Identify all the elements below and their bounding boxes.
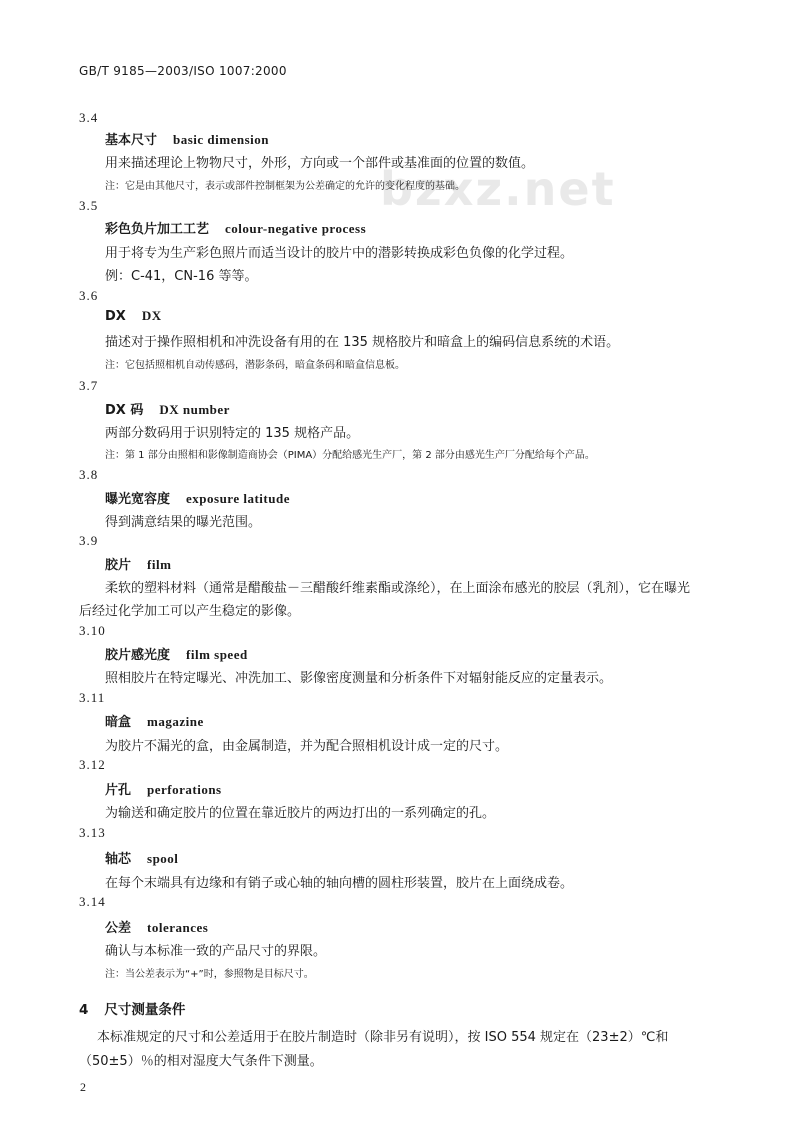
term-name-en: DX number [159,402,230,417]
section-heading [79,998,185,1018]
term-name [105,644,248,663]
term-name-zh: DX [105,309,126,324]
section-paragraph-line: （50±5）％的相对湿度大气条件下测量。 [79,1054,323,1069]
term-name-en: perforations [147,782,222,797]
page-number: 2 [80,1080,86,1094]
term-definition: 描述对于操作照相机和冲洗设备有用的在 135 规格胶片和暗盒上的编码信息系统的术语。 [105,335,620,350]
term-definition: 在每个末端具有边缘和有销子或心轴的轴向槽的圆柱形装置，胶片在上面绕成卷。 [105,876,574,891]
term-note: 注：当公差表示为“+”时，参照物是目标尺寸。 [105,969,314,980]
term-definition-line: 柔软的塑料材料（通常是醋酸盐－三醋酸纤维素酯或涤纶），在上面涂布感光的胶层（乳剂），它在曝光 [105,581,691,596]
term-name-en: film speed [186,647,248,662]
term-name-zh: 片孔 [105,783,132,798]
term-name-zh: 公差 [105,921,132,936]
term-name-zh: 暗盒 [105,715,132,730]
term-name-en: film [147,557,172,572]
term-number: 3.8 [79,467,99,482]
term-name-en: DX [141,308,162,323]
term-note: 注：它包括照相机自动传感码，潜影条码，暗盒条码和暗盒信息板。 [105,360,405,371]
term-name [105,848,178,867]
term-name-zh: DX 码 [105,403,144,418]
term-definition: 确认与本标准一致的产品尺寸的界限。 [105,944,327,959]
term-name-zh: 彩色负片加工工艺 [105,222,210,237]
term-name-en: colour-negative process [225,221,367,236]
term-definition: 照相胶片在特定曝光、冲洗加工、影像密度测量和分析条件下对辐射能反应的定量表示。 [105,671,613,686]
term-definition: 为胶片不漏光的盒，由金属制造，并为配合照相机设计成一定的尺寸。 [105,739,509,754]
term-name [105,218,366,237]
term-name-zh: 胶片感光度 [105,648,171,663]
term-name [105,488,290,507]
term-number: 3.12 [79,757,106,772]
term-note: 注：第 1 部分由照相和影像制造商协会（PIMA）分配给感光生产厂，第 2 部分由感光生产厂分配给每个产品。 [105,450,595,461]
term-name [105,917,208,936]
term-name [105,779,222,798]
term-definition: 得到满意结果的曝光范围。 [105,515,262,530]
term-definition: 为输送和确定胶片的位置在靠近胶片的两边打出的一系列确定的孔。 [105,806,496,821]
term-name [105,711,204,730]
term-name-zh: 基本尺寸 [105,133,158,148]
term-definition: 用于将专为生产彩色照片而适当设计的胶片中的潜影转换成彩色负像的化学过程。 [105,246,574,261]
term-definition-line: 后经过化学加工可以产生稳定的影像。 [79,604,301,619]
term-name [105,308,162,324]
term-number: 3.5 [79,198,99,213]
term-definition: 两部分数码用于识别特定的 135 规格产品。 [105,426,360,441]
term-number: 3.6 [79,288,99,303]
term-name-en: basic dimension [173,132,270,147]
term-example: 例：C-41，CN-16 等等。 [105,269,258,284]
term-name [105,399,230,418]
term-name-zh: 胶片 [105,558,132,573]
term-number: 3.11 [79,690,106,705]
term-number: 3.4 [79,110,99,125]
term-name-zh: 曝光宽容度 [105,492,171,507]
term-number: 3.10 [79,623,106,638]
term-name [105,129,269,148]
term-definition: 用来描述理论上物物尺寸，外形，方向或一个部件或基准面的位置的数值。 [105,156,535,171]
term-name-zh: 轴芯 [105,852,132,867]
term-name-en: exposure latitude [186,491,290,506]
term-note: 注：它是由其他尺寸，表示或部件控制框架为公差确定的允许的变化程度的基础。 [105,181,465,192]
section-title: 尺寸测量条件 [104,1002,186,1018]
watermark: bzxz.net [380,162,616,216]
term-name-en: magazine [147,714,204,729]
section-number: 4 [79,1002,89,1018]
term-name-en: spool [147,851,179,866]
section-paragraph-line: 本标准规定的尺寸和公差适用于在胶片制造时（除非另有说明），按 ISO 554 规定在（23±2）℃和 [97,1030,669,1045]
term-name [105,554,171,573]
term-number: 3.13 [79,825,106,840]
page-header-standard-id: GB/T 9185—2003/ISO 1007:2000 [79,64,287,78]
term-number: 3.14 [79,894,106,909]
term-number: 3.7 [79,378,99,393]
term-number: 3.9 [79,533,99,548]
term-name-en: tolerances [147,920,209,935]
